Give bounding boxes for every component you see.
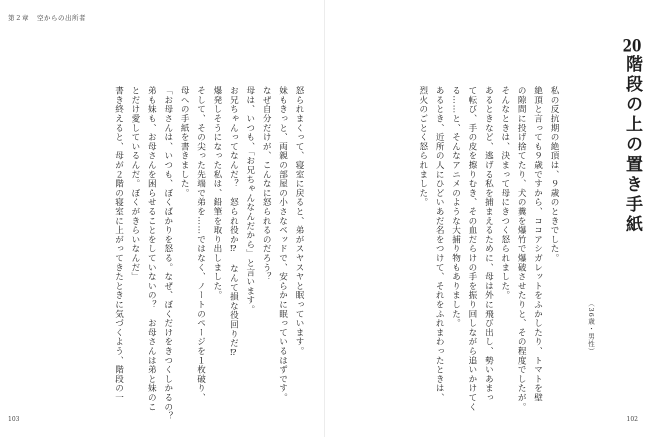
text-column: 私の反抗期の絶頂は、９歳のときでした。 bbox=[549, 86, 559, 263]
text-column: 烈火のごとく怒られました。 bbox=[417, 86, 428, 207]
text-column: 書き終えると、母が２階の寝室に上がってきたときに気づくよう、階段の一 bbox=[113, 86, 124, 403]
text-column: の隙間に投げ捨てたり、犬の糞を爆竹で爆破させたりと、その程度でしたが。 bbox=[516, 86, 527, 412]
text-column: 爆発しそうになった私は、鉛筆を取り出しました。 bbox=[211, 86, 222, 300]
text-column: 「お母さんは、いつも、ぼくばかりを怒る。なぜ、ぼくだけをきつくしかるの？ bbox=[162, 86, 173, 421]
right-page bbox=[325, 0, 650, 437]
story-number: 20 bbox=[622, 38, 642, 55]
left-page-body bbox=[110, 86, 307, 421]
author-meta: （36歳・男性） bbox=[587, 300, 595, 356]
running-head-chapter: 第２章 bbox=[8, 14, 29, 22]
story-title-text: 階段の上の置き手紙 bbox=[622, 55, 642, 235]
text-column: そんなときは、決まって母にきつく怒られました。 bbox=[499, 86, 510, 300]
page-number-left: 103 bbox=[8, 416, 20, 423]
text-column: 妹もきっと、両親の部屋の小さなベッドで、安らかに眠っているはずです。 bbox=[277, 86, 288, 403]
text-column: る……と、そんなアニメのような大捕り物もありました。 bbox=[450, 86, 461, 328]
text-column: あるとき、近所の人にひどいあだ名をつけて、それをふれまわったときは、 bbox=[434, 86, 445, 403]
page-number-right: 102 bbox=[626, 416, 638, 423]
text-column: お兄ちゃんってなんだ？ 怒られ役か⁉ なんて損な役回りだ⁉ bbox=[228, 86, 239, 359]
running-head-chapter-title: 空からの出所者 bbox=[37, 14, 86, 22]
text-column: 母への手紙を書きました。 bbox=[179, 86, 190, 198]
text-column: 母は、いつも、「お兄ちゃんなんだから」と言います。 bbox=[244, 86, 255, 315]
text-column: 弟も妹も、お母さんを困らせることをしていないの？ お母さんは弟と妹のこ bbox=[146, 86, 157, 412]
text-column: そして、その尖った先端で弟を……ではなく、ノートのページを１枚破り、 bbox=[195, 86, 206, 403]
text-column: 絶頂と言っても９歳ですから、ココアシガレットをふかしたり、トマトを壁 bbox=[532, 86, 543, 403]
text-column: 怒られまくって、寝室に戻ると、弟がスヤスヤと眠っています。 bbox=[294, 86, 304, 356]
story-title bbox=[622, 38, 642, 235]
right-page-body bbox=[414, 86, 562, 412]
text-column: なぜ自分だけが、こんなに怒られるのだろう？ bbox=[261, 86, 272, 282]
text-column: て転び、手の皮を擦りむき、その血だらけの手を振り回しながら追いかけてく bbox=[466, 86, 477, 412]
text-column: とだけ愛しているんだ。ぼくがきらいなんだ」 bbox=[129, 86, 140, 282]
text-column: あるときなど、逃げる私を捕まえるために、母は外に飛び出し、勢いあまっ bbox=[483, 86, 494, 403]
running-head bbox=[8, 13, 86, 22]
